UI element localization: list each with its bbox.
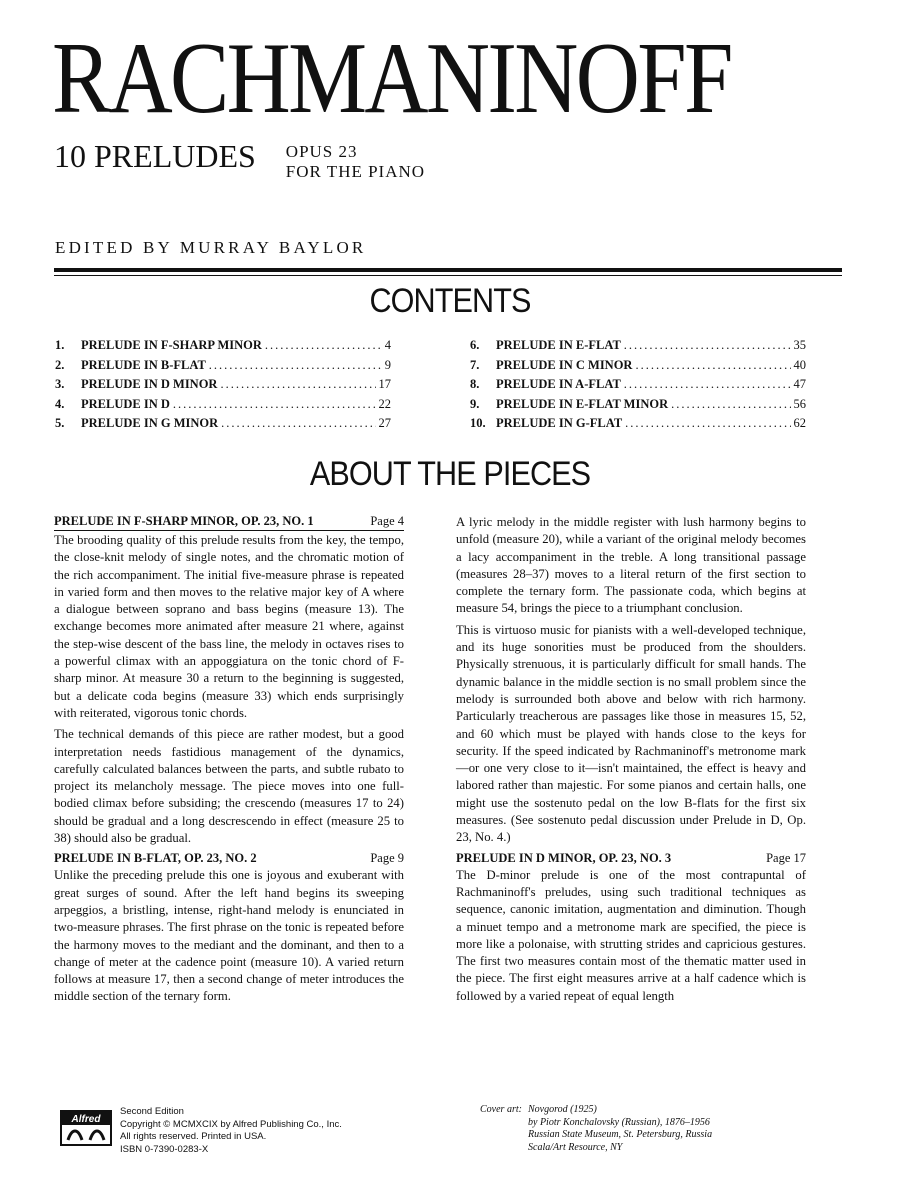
prelude-3-heading [456, 851, 806, 866]
toc-leader [635, 358, 790, 373]
toc-page: 47 [793, 377, 806, 391]
toc-page: 62 [793, 416, 806, 430]
isbn: ISBN 0-7390-0283-X [120, 1143, 209, 1155]
toc-title: PRELUDE IN G-FLAT [496, 416, 623, 430]
toc-entry [470, 338, 806, 358]
toc-number: 3. [55, 377, 65, 391]
toc-leader [209, 358, 382, 373]
toc-number: 10. [470, 416, 486, 430]
prelude-1-paragraph-2: The technical demands of this piece are rather modest, but a good interpretation needs fastidious management of the dynamics, carefully calculated balances between the parts, and subtle rubato to project its melancholy message. The piece moves into one full-bodied climax before subsiding; the crescendo (measures 17 to 24) should be gradual and a long descrescendo in effect (measure 25 to 38) should also be gradual. [54, 727, 404, 846]
cover-art-line: Scala/Art Resource, NY [528, 1141, 623, 1153]
editor-credit: EDITED BY MURRAY BAYLOR [55, 238, 367, 257]
toc-title: PRELUDE IN A-FLAT [496, 377, 621, 391]
toc-title: PRELUDE IN G MINOR [81, 416, 219, 430]
toc-title: PRELUDE IN E-FLAT MINOR [496, 396, 669, 411]
prelude-2-paragraph-2: A lyric melody in the middle register with lush harmony begins to unfold (measure 20), while a variant of the original melody becomes a lacy accompaniment in the treble. A long transitional passage (measures 28–37) moves to a literal return of the first section to complete the ternary form. The passionate coda, which begins at measure 54, brings the piece to a triumphant conclusion. [456, 515, 806, 616]
piece-page: Page 4 [370, 514, 404, 528]
cover-art-label: Cover art: [480, 1104, 522, 1115]
toc-number: 8. [470, 377, 480, 391]
header-rule-thick [54, 268, 842, 272]
toc-page: 27 [378, 416, 391, 430]
toc-leader [220, 377, 375, 392]
piece-page: Page 9 [370, 851, 404, 866]
piece-page: Page 17 [766, 850, 806, 865]
toc-leader [625, 416, 790, 431]
prelude-1-paragraph-1: The brooding quality of this prelude results from the key, the tempo, the close-knit melody of single notes, and the chromatic motion of the rich accompaniment. The initial five-measure phrase is repeated in varied form and then moves to the relative major key of A where a dialogue between soprano and bass begins (measure 13). The exchange becomes more animated after measure 21 where, against the step-wise descent of the bass line, the melody in octaves rises to a powerful climax with an appoggiatura on the tonic chord of F-sharp minor. At measure 30 a return to the beginning is suggested, but a delicate coda begins (measure 33) which ends surprisingly with reiterated, vigorous tonic chords. [54, 533, 404, 720]
toc-leader [624, 338, 791, 353]
toc-entry [470, 358, 806, 378]
prelude-2-paragraph-1: Unlike the preceding prelude this one is joyous and exuberant with great surges of sound. After the left hand begins its sweeping arpeggios, a bristling, intense, right-hand melody is enunciated in two-measure phrases. The first phrase on the tonic is repeated before the harmony moves to the mediant and the dominant, and then to a change of meter at the cadence point (measure 10). A varied return follows at measure 17, then a second change of meter introduces the middle section of the ternary form. [54, 868, 404, 1004]
prelude-2-heading [54, 851, 404, 866]
about-left-column [54, 514, 404, 1010]
copyright-notice: Copyright © MCMXCIX by Alfred Publishing Co., Inc. [120, 1118, 342, 1130]
toc-entry [55, 358, 391, 378]
toc-page: 35 [793, 338, 806, 352]
opus-number: OPUS 23 [285, 142, 358, 161]
toc-title: PRELUDE IN F-SHARP MINOR [81, 338, 262, 352]
cover-art-line: Novgorod (1925) [528, 1104, 597, 1115]
toc-leader [624, 377, 791, 392]
piece-title: PRELUDE IN F-SHARP MINOR, OP. 23, NO. 1 [54, 514, 314, 528]
toc-title: PRELUDE IN D [81, 396, 170, 411]
cover-art-line: by Piotr Konchalovsky (Russian), 1876–1956 [528, 1116, 710, 1128]
toc-entry [55, 377, 391, 397]
piece-title: PRELUDE IN B-FLAT, OP. 23, NO. 2 [54, 851, 257, 866]
edition-label: Second Edition [120, 1106, 184, 1117]
opus-block [286, 142, 425, 182]
rights-notice: All rights reserved. Printed in USA. [120, 1131, 267, 1142]
piece-title: PRELUDE IN D MINOR, OP. 23, NO. 3 [456, 850, 672, 865]
composer-title: RACHMANINOFF [52, 22, 731, 135]
header-rule-thin [54, 275, 842, 276]
contents-heading: CONTENTS [369, 282, 531, 320]
publisher-info [120, 1106, 342, 1156]
toc-number: 1. [55, 338, 65, 352]
toc-number: 5. [55, 416, 65, 430]
about-heading: ABOUT THE PIECES [309, 455, 591, 493]
about-right-column [456, 514, 806, 1009]
toc-title: PRELUDE IN B-FLAT [81, 357, 206, 372]
cover-art-credit [480, 1104, 712, 1154]
toc-number: 9. [470, 396, 480, 411]
toc-page: 22 [378, 396, 391, 411]
subtitle-block [54, 140, 425, 182]
prelude-3-paragraph-1: The D-minor prelude is one of the most contrapuntal of Rachmaninoff's preludes, using such traditional techniques as sequence, canonic imitation, augmentation and diminution. Though a minuet tempo and a metronome mark are specified, the piece is more like a polonaise, with strutting strides and capricious gestures. The first two measures contain most of the thematic matter used in the piece. The first eight measures arrive at a half cadence which is followed by a varied repeat of equal length [456, 867, 806, 1003]
toc-leader [671, 397, 790, 412]
toc-leader [265, 338, 382, 353]
toc-number: 6. [470, 338, 480, 352]
toc-title: PRELUDE IN E-FLAT [496, 338, 621, 352]
toc-title: PRELUDE IN D MINOR [81, 377, 218, 391]
toc-entry [55, 416, 391, 436]
toc-title: PRELUDE IN C MINOR [496, 357, 633, 372]
toc-leader [173, 397, 376, 412]
toc-entry [470, 416, 806, 436]
toc-number: 2. [55, 357, 65, 372]
toc-entry [470, 397, 806, 417]
toc-left-column [55, 338, 391, 436]
alfred-logo-text: Alfred [71, 1114, 101, 1125]
toc-entry [55, 338, 391, 358]
instrument-label: FOR THE PIANO [285, 162, 426, 181]
alfred-logo [60, 1110, 112, 1146]
prelude-2-paragraph-3: This is virtuoso music for pianists with a well-developed technique, and its huge sonorities must be produced from the shoulders. Physically strenuous, it is particularly difficult for small hands. The dynamic balance in the middle section is no small problem since the melody is surrounded both above and below with rich harmony. Particularly treacherous are passages like those in measures 15, 52, and 60 which must be played with hands close to the keys for security. If the speed indicated by Rachmaninoff's metronome mark—or one very close to it—isn't maintained, the effect is heavy and labored rather than majestic. For some pianos and certain halls, one might use the sostenuto pedal on the low B-flats for the first six measures. (See sostenuto pedal discussion under Prelude in D, Op. 23, No. 4.) [456, 622, 806, 845]
toc-page: 17 [378, 377, 391, 391]
cover-art-line: Russian State Museum, St. Petersburg, Russia [528, 1129, 713, 1140]
toc-page: 4 [384, 338, 391, 352]
toc-page: 56 [793, 396, 806, 411]
cover-art-lines [528, 1104, 712, 1154]
toc-entry [55, 397, 391, 417]
toc-number: 7. [470, 357, 480, 372]
toc-page: 40 [793, 357, 806, 372]
toc-page: 9 [384, 357, 391, 372]
toc-number: 4. [55, 396, 65, 411]
prelude-1-heading [54, 514, 404, 531]
toc-right-column [470, 338, 806, 436]
toc-entry [470, 377, 806, 397]
work-title: 10 PRELUDES [54, 138, 256, 174]
toc-leader [221, 416, 375, 431]
